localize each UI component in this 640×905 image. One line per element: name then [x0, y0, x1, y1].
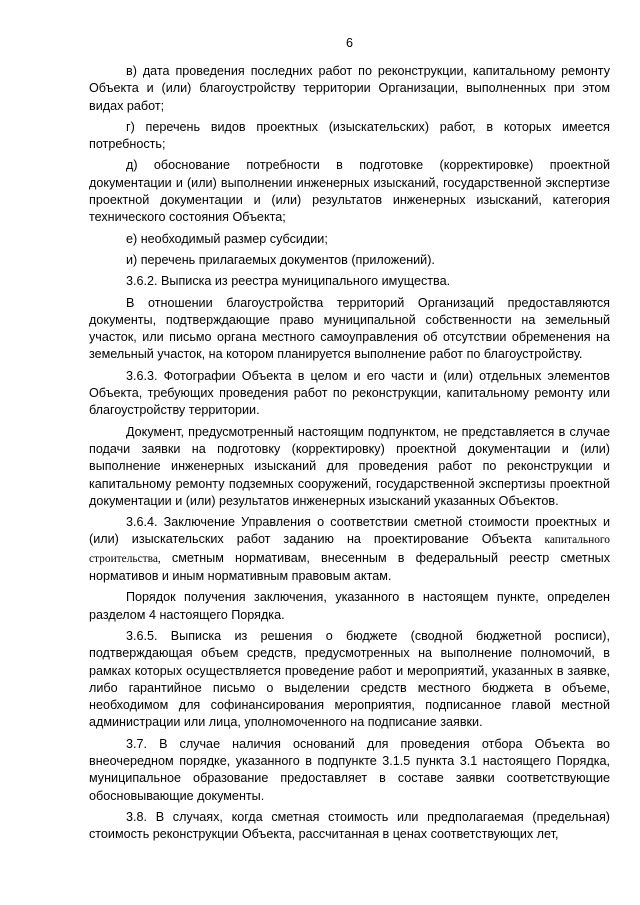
paragraph-conclusion-order: Порядок получения заключения, указанного в настоящем пункте, определен разделом 4 настоящего Порядка. — [89, 590, 610, 622]
paragraph-landscaping-docs: В отношении благоустройства территорий Организаций предоставляются документы, подтверждающие право муниципальной собственности на земельный участок, или письмо органа местного самоуправления об отсутствии обременения на земельный участок, на котором планируется выполнение работ по благоустройству. — [89, 295, 610, 362]
paragraph-v: в) дата проведения последних работ по реконструкции, капитальному ремонту Объекта и (или) благоустройству территории Организации, выполненных при этом видах работ; — [89, 64, 610, 113]
paragraph-3-8: 3.8. В случаях, когда сметная стоимость или предполагаемая (предельная) стоимость реконструкции Объекта, рассчитанная в ценах соответствующих лет, — [89, 809, 610, 842]
paragraph-3-6-5: 3.6.5. Выписка из решения о бюджете (сводной бюджетной росписи), подтверждающая объем средств, предусмотренных на выполнение полномочий, в рамках которых осуществляется проведение работ и мероприятий, указанных в заявке, либо гарантийное письмо о выделении средств местного бюджета в объеме, необходимом для софинансирования мероприятия, подписанное главой местной администрации или лица, уполномоченного на подписание заявки. — [89, 628, 610, 730]
paragraph-3-6-4 — [89, 514, 610, 585]
p364-before: 3.6.4. Заключение Управления о соответствии сметной стоимости проектных и (или) изыскательских работ заданию на проектирование Объекта — [89, 515, 610, 547]
p364-serif: капитального строительства, — [89, 534, 610, 565]
paragraph-3-6-3: 3.6.3. Фотографии Объекта в целом и его части и (или) отдельных элементов Объекта, требующих проведения работ по реконструкции, капитальному ремонту или благоустройству территории. — [89, 368, 610, 418]
paragraph-g: г) перечень видов проектных (изыскательских) работ, в которых имеется потребность; — [89, 119, 610, 152]
paragraph-3-7: 3.7. В случае наличия оснований для проведения отбора Объекта во внеочередном порядке, указанного в подпункте 3.1.5 пункта 3.1 настоящего Порядка, муниципальное образование предоставляет в составе заявки соответствующие обосновывающие документы. — [89, 736, 610, 803]
paragraph-i: и) перечень прилагаемых документов (приложений). — [126, 252, 435, 267]
paragraph-d: д) обоснование потребности в подготовке (корректировке) проектной документации и (или) выполнении инженерных изысканий, государственной экспертизе проектной документации и (или) результатов инженерных изысканий, категория технического состояния Объекта; — [89, 158, 610, 225]
paragraph-e: е) необходимый размер субсидии; — [126, 231, 328, 246]
page-number: 6 — [345, 36, 353, 50]
paragraph-3-6-2: 3.6.2. Выписка из реестра муниципального имущества. — [126, 274, 451, 289]
p364-after: сметным нормативам, внесенным в федеральный реестр сметных нормативов и иным нормативным правовым актам. — [89, 550, 610, 584]
paragraph-document-exception: Документ, предусмотренный настоящим подпунктом, не представляется в случае подачи заявки на подготовку (корректировку) проектной документации и (или) выполнение инженерных изысканий для проведения работ по реконструкции и капитальному ремонту подземных сооружений, государственной экспертизы проектной документации и (или) результатов инженерных изысканий указанных Объектов. — [89, 424, 610, 508]
